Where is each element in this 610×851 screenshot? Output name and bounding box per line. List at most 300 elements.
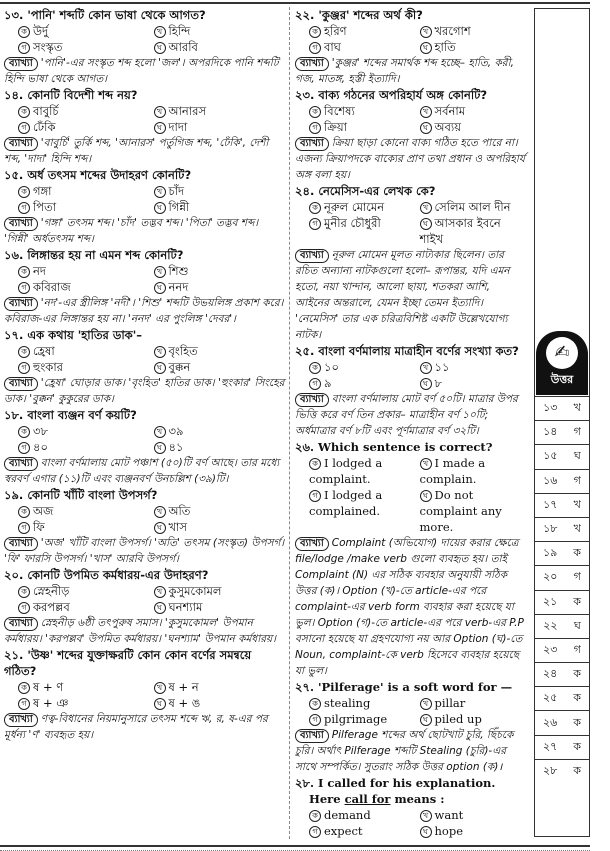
option[interactable] [309, 695, 416, 711]
option-marker: গ [18, 442, 30, 454]
option-marker: গ [18, 522, 30, 534]
question-stem: কোনটি বিদেশী শব্দ নয়? [27, 88, 138, 102]
option-text: I made a complain. [419, 456, 486, 486]
option-marker: ক [18, 266, 30, 278]
answer-question-number: ২৭ [542, 739, 558, 753]
explanation-badge: ব্যাখ্যা [4, 137, 38, 151]
option-text: অব্যয় [434, 120, 461, 134]
question-stem: নেমেসিস-এর লেখক কে? [318, 184, 436, 198]
option[interactable] [18, 423, 150, 439]
option-marker: ঘ [420, 42, 432, 54]
option-text: stealing [324, 696, 371, 710]
option-marker: খ [154, 426, 166, 438]
question-stem: কোনটি খাঁটি বাংলা উপসর্গ? [27, 488, 158, 502]
option-marker: ঘ [154, 42, 166, 54]
option[interactable] [420, 375, 527, 391]
option[interactable] [18, 279, 150, 295]
option-text: আনারস [168, 104, 207, 118]
explanation [4, 615, 285, 647]
question [4, 247, 285, 327]
options [4, 263, 285, 295]
option[interactable] [309, 375, 416, 391]
option-marker: গ [18, 202, 30, 214]
option-text: ঘনশ্যাম [168, 600, 203, 614]
explanation-badge: ব্যাখ্যা [4, 57, 38, 71]
explanation-badge: ব্যাখ্যা [295, 249, 329, 263]
option-text: ৩৮ [33, 424, 48, 438]
explanation-text: স্নেহনীড় ৬ষ্ঠী তৎপুরুষ সমাস। 'কুসুমকোমল' উপমান কর্মধারয়। 'করপল্লব' উপমিত কর্মধারয়। 'ঘনশ্যাম' উপমান কর্মধারয়। [4, 617, 276, 645]
explanation-badge: ব্যাখ্যা [295, 137, 329, 151]
option-text: দাদা [168, 120, 188, 134]
option-text: কুসুমকোমল [168, 584, 222, 598]
answer-key-row [535, 565, 589, 589]
option-marker: ক [18, 26, 30, 38]
options [295, 103, 526, 135]
answer-option: ক [573, 763, 581, 777]
option-marker: খ [420, 202, 432, 214]
option-marker: ঘ [154, 442, 166, 454]
option-text: বুক্কন [168, 360, 191, 374]
option[interactable] [309, 807, 416, 823]
answer-question-number: ২৪ [543, 667, 558, 681]
answer-key-row [535, 759, 589, 783]
answer-option: ক [573, 667, 581, 681]
explanation-text: 'হ্রেষা' ঘোড়ার ডাক। 'বৃংহিত' হাতির ডাক। 'হুংকার' সিংহের ডাক। 'বুক্কন' কুকুরের ডাক। [4, 377, 285, 405]
option[interactable] [18, 519, 150, 535]
explanation [4, 295, 285, 327]
explanation-badge: ব্যাখ্যা [295, 729, 329, 743]
question-text [295, 343, 526, 359]
option-marker: গ [18, 698, 30, 710]
option-marker: গ [18, 42, 30, 54]
options [295, 807, 526, 839]
option[interactable] [154, 39, 286, 55]
question [295, 183, 526, 343]
option[interactable] [420, 359, 527, 375]
explanation [4, 215, 285, 247]
explanation-text: ণত্ব-বিধানের নিয়মানুসারে তৎসম শব্দে ঋ, র, ষ-এর পর মূর্ধন্য 'ণ' ব্যবহৃত হয়। [4, 713, 268, 741]
question-number: ২৩. [295, 88, 315, 102]
question-number: ২৬. [295, 440, 314, 454]
question-number: ১৪. [4, 88, 24, 102]
option-marker: খ [154, 106, 166, 118]
option-marker: ক [18, 682, 30, 694]
option[interactable] [420, 487, 527, 535]
option[interactable] [309, 119, 416, 135]
option[interactable] [154, 103, 286, 119]
option[interactable] [309, 455, 416, 487]
question-stem: 'Pilferage' is a soft word for — [317, 680, 513, 694]
option-text: পিতা [33, 200, 57, 214]
option[interactable] [154, 679, 286, 695]
explanation-badge: ব্যাখ্যা [4, 457, 38, 471]
explanation-badge: ব্যাখ্যা [4, 217, 38, 231]
option-text: চাঁদ [168, 184, 185, 198]
question-stem: বাংলা বর্ণমালায় মাত্রাহীন বর্ণের সংখ্যা কত? [318, 344, 519, 358]
option-marker: ঘ [154, 122, 166, 134]
option-text: ৪০ [33, 440, 48, 454]
option-marker: গ [309, 122, 321, 134]
option-marker: খ [420, 698, 432, 710]
option[interactable] [154, 263, 286, 279]
option-text: ৪১ [168, 440, 184, 454]
answer-key-row [535, 493, 589, 517]
option[interactable] [154, 359, 286, 375]
question-number: ২৪. [295, 184, 315, 198]
option-marker: গ [309, 218, 321, 230]
question-number: ২৫. [295, 344, 315, 358]
option[interactable] [18, 263, 150, 279]
option-text: ঢেঁকি [33, 120, 56, 134]
question-text [4, 167, 285, 183]
explanation [295, 535, 526, 679]
question-text [4, 87, 285, 103]
option-text: সেলিম আল দীন [434, 200, 511, 214]
question [4, 167, 285, 247]
option[interactable] [18, 119, 150, 135]
option[interactable] [154, 695, 286, 711]
question [4, 567, 285, 647]
option-marker: গ [18, 122, 30, 134]
answer-key-row [535, 420, 589, 444]
explanation-text: বাংলা বর্ণমালায় মোট পঞ্চাশ (৫০)টি বর্ণ আছে। তার মধ্যে স্বরবর্ণ এগার (১১)টি এবং ব্যঞ্জনবর্ণ উনচল্লিশ (৩৯)টি। [4, 457, 280, 485]
option[interactable] [309, 823, 416, 839]
option[interactable] [309, 487, 416, 535]
option[interactable] [18, 359, 150, 375]
option-text: নদ [33, 264, 46, 278]
option-marker: ক [18, 106, 30, 118]
explanation-badge: ব্যাখ্যা [295, 393, 329, 407]
option[interactable] [420, 119, 527, 135]
question [295, 343, 526, 439]
option-text: ১১ [434, 360, 450, 374]
answer-key-row [535, 614, 589, 638]
question [295, 87, 526, 183]
option-marker: গ [309, 378, 321, 390]
explanation-text: 'নদ'-এর স্ত্রীলিঙ্গ 'নদী'। 'শিশু' শব্দটি উভয়লিঙ্গ প্রকাশ করে। কবিরাজ-এর লিঙ্গান্তর হয় না। 'ননদ' এর পুংলিঙ্গ 'দেবর'। [4, 297, 284, 325]
explanation-badge: ব্যাখ্যা [4, 537, 38, 551]
option-text: I lodged a complained. [309, 488, 383, 518]
options [4, 503, 285, 535]
option-marker: ক [18, 186, 30, 198]
option-marker: ঘ [154, 362, 166, 374]
answer-question-number: ২০ [543, 570, 558, 584]
answer-key-row [535, 735, 589, 759]
option[interactable] [18, 39, 150, 55]
option[interactable] [420, 455, 527, 487]
options [4, 423, 285, 455]
explanation [4, 455, 285, 487]
answer-option: খ [573, 497, 581, 511]
subtext-underlined: call for [344, 792, 391, 806]
pen-writing-icon: ✍ [546, 337, 578, 369]
option-marker: ঘ [154, 698, 166, 710]
answer-key-row [535, 590, 589, 614]
option[interactable] [18, 695, 150, 711]
question-stem: অর্ধ তৎসম শব্দের উদাহরণ কোনটি? [27, 168, 192, 182]
options [4, 23, 285, 55]
explanation-text: Pilferage শব্দের অর্থ ছোটখাট চুরি, ছিঁচকে চুরি। অর্থাৎ Pilferage শব্দটি Stealing (চুরি)-এর সাথে সম্পর্কিত। সুতরাং সঠিক উত্তর option (ক)। [295, 729, 514, 773]
option-text: ষ + ঙ [168, 696, 201, 710]
answer-question-number: ১৮ [543, 522, 558, 536]
option-text: হুংকার [33, 360, 63, 374]
question [4, 647, 285, 743]
explanation [295, 391, 526, 439]
option[interactable] [420, 199, 527, 215]
option[interactable] [420, 23, 527, 39]
question [295, 679, 526, 775]
answer-key-row [535, 469, 589, 493]
option[interactable] [154, 423, 286, 439]
option[interactable] [154, 519, 286, 535]
option[interactable] [420, 807, 527, 823]
option[interactable] [420, 823, 527, 839]
option-marker: ক [309, 810, 321, 822]
option[interactable] [18, 599, 150, 615]
options [295, 695, 526, 727]
question-text [295, 87, 526, 103]
answer-key-box [534, 8, 590, 837]
question [4, 7, 285, 87]
explanation-text: Complaint (অভিযোগ) দায়ের করার ক্ষেত্রে file/lodge /make verb গুলো ব্যবহৃত হয়। তাই Complaint (N) এর সঠিক ব্যবহার অনুযায়ী সঠিক উত্তর (ক)। Option (খ)-তে article-এর পরে complaint-এর verb form ব্যবহার করা হয়েছে যা ভুল। Option (গ)-তে article-এর পরে verb-এর P.P বসানো হয়েছে যা গ্রহণযোগ্য নয় আর Option (ঘ)-তে Noun, complaint-কে verb হিসেবে ব্যবহার হয়েছে যা ভুল। [295, 537, 524, 677]
option[interactable] [18, 583, 150, 599]
option[interactable] [154, 183, 286, 199]
option-text: pilgrimage [324, 712, 388, 726]
option[interactable] [309, 39, 416, 55]
option-text: শিশু [168, 264, 189, 278]
option[interactable] [309, 23, 416, 39]
option[interactable] [18, 343, 150, 359]
question-text [4, 7, 285, 23]
answer-option: খ [573, 401, 581, 415]
option[interactable] [154, 119, 286, 135]
option-text: স্নেহনীড় [33, 584, 70, 598]
question-stem: লিঙ্গান্তর হয় না এমন শব্দ কোনটি? [27, 248, 184, 262]
answer-question-number: ১৪ [543, 425, 558, 439]
option-marker: ক [18, 586, 30, 598]
option-text: ষ + ণ [33, 680, 64, 694]
option-text: কবিরাজ [33, 280, 71, 294]
question [4, 327, 285, 407]
option-text: করপল্লব [33, 600, 70, 614]
option-marker: খ [154, 266, 166, 278]
options [4, 679, 285, 711]
option-marker: গ [309, 714, 321, 726]
option[interactable] [309, 199, 416, 215]
option-marker: ক [309, 202, 321, 214]
option-text: ফি [33, 520, 45, 534]
explanation-text: 'বাবুর্চি' তুর্কি শব্দ, 'আনারস' পর্তুগিজ শব্দ, 'ঢেঁকি', দেশী শব্দ, 'দাদা' হিন্দি শব্দ। [4, 137, 269, 165]
answer-key-list [535, 396, 589, 783]
options [4, 583, 285, 615]
subtext-c: means : [390, 792, 445, 806]
option[interactable] [154, 599, 286, 615]
option[interactable] [154, 343, 286, 359]
explanation-text: 'অজ' খাঁটি বাংলা উপসর্গ। 'অতি' তৎসম (সংস্কৃত) উপসর্গ। 'ফি' ফারসি উপসর্গ। 'খাস' আরবি উপসর্গ। [4, 537, 285, 565]
question-text [295, 775, 526, 791]
option[interactable] [154, 23, 286, 39]
option-text: hope [434, 824, 463, 838]
option[interactable] [18, 103, 150, 119]
question-number: ২০. [4, 568, 24, 582]
option-marker: ক [18, 346, 30, 358]
option-marker: গ [18, 362, 30, 374]
question-stem: I called for his explanation. [317, 776, 496, 790]
answer-key-row [535, 662, 589, 686]
option-text: হরিণ [324, 24, 347, 38]
option-marker: ঘ [154, 202, 166, 214]
option-marker: খ [154, 586, 166, 598]
option-marker: ঘ [420, 378, 432, 390]
bottom-rule [0, 845, 590, 851]
question-stem: 'পানি' শব্দটি কোন ভাষা থেকে আগত? [27, 8, 206, 22]
option-marker: ক [309, 698, 321, 710]
option-text: অতি [168, 504, 191, 518]
question-stem: এক কথায় 'হাতির ডাক'– [27, 328, 142, 342]
explanation [4, 375, 285, 407]
explanation-text: বাংলা বর্ণমালায় মোট বর্ণ ৫০টি। মাত্রার উপর ভিত্তি করে বর্ণ তিন প্রকার– মাত্রাহীন বর্ণ ১০টি; অর্ধমাত্রার বর্ণ ৮টি এবং পূর্ণমাত্রার বর্ণ ৩২টি। [295, 393, 518, 437]
option-marker: ক [18, 426, 30, 438]
option-text: খাস [168, 520, 187, 534]
option-text: বাঘ [324, 40, 341, 54]
option-text: গিন্নী [168, 200, 190, 214]
option-text: হিন্দি [168, 24, 191, 38]
option-text: অজ [33, 504, 54, 518]
option[interactable] [154, 439, 286, 455]
options [295, 455, 526, 535]
option[interactable] [154, 199, 286, 215]
options [4, 183, 285, 215]
answer-question-number: ১৯ [543, 546, 558, 560]
answer-option: গ [573, 473, 581, 487]
left-column [0, 7, 290, 839]
option-text: আসকার ইবনে শাইখ [419, 216, 501, 246]
option-text: নূরুল মোমেন [324, 200, 385, 214]
question-text [4, 567, 285, 583]
option-marker: গ [309, 826, 321, 838]
question-subtext [295, 791, 526, 807]
option-marker: গ [309, 42, 321, 54]
question-text [4, 487, 285, 503]
option-marker: ক [309, 362, 321, 374]
option[interactable] [309, 359, 416, 375]
question-stem: বাক্য গঠনের অপরিহার্য অঙ্গ কোনটি? [318, 88, 488, 102]
option[interactable] [309, 711, 416, 727]
answer-question-number: ১৭ [543, 497, 558, 511]
question-text [4, 327, 285, 343]
option[interactable] [154, 279, 286, 295]
option-marker: ঘ [154, 522, 166, 534]
question [295, 439, 526, 679]
answer-key-row [535, 541, 589, 565]
answer-option: গ [573, 425, 581, 439]
option-marker: খ [420, 362, 432, 374]
option[interactable] [420, 711, 527, 727]
option-text: মুনীর চৌধুরী [324, 216, 381, 230]
option-text: demand [324, 808, 371, 822]
explanation-text: নূরুল মোমেন মূলত নাট্যকার ছিলেন। তার রচিত অন্যান্য নাটকগুলো হলো– রূপান্তর, যদি এমন হতো, নয়া খান্দান, আলো ছায়া, শতকরা আশি, আইনের অন্তরালে, যেমন ইচ্ছা তেমন ইত্যাদি। 'নেমেসিস' তার এক চরিত্রবিশিষ্ট একটি উল্লেখযোগ্য নাটক। [295, 249, 510, 341]
option-marker: গ [18, 282, 30, 294]
option[interactable] [18, 439, 150, 455]
explanation [4, 135, 285, 167]
option-marker: খ [420, 106, 432, 118]
option-text: আরবি [168, 40, 198, 54]
option[interactable] [420, 215, 527, 247]
question-number: ২২. [295, 8, 315, 22]
options [295, 359, 526, 391]
answer-option: ক [573, 715, 581, 729]
answer-option: খ [573, 522, 581, 536]
option-text: expect [324, 824, 363, 838]
option-marker: ক [18, 506, 30, 518]
option[interactable] [18, 199, 150, 215]
option-marker: ঘ [420, 826, 432, 838]
option[interactable] [18, 679, 150, 695]
option[interactable] [154, 583, 286, 599]
option[interactable] [309, 103, 416, 119]
option-text: খরগোশ [434, 24, 471, 38]
question-number: ১৯. [4, 488, 24, 502]
option[interactable] [420, 103, 527, 119]
question-stem: 'কুঞ্জর' শব্দের অর্থ কী? [318, 8, 423, 22]
option-text: I lodged a complaint. [309, 456, 383, 486]
answer-option: ঘ [573, 449, 581, 463]
options [4, 103, 285, 135]
answer-option: ক [573, 594, 581, 608]
option-marker: ঘ [154, 602, 166, 614]
option[interactable] [18, 503, 150, 519]
option-marker: ক [309, 106, 321, 118]
answer-option: গ [573, 570, 581, 584]
answer-option: ক [573, 739, 581, 753]
answer-key-row [535, 517, 589, 541]
question-text [4, 247, 285, 263]
question-text [295, 7, 526, 23]
explanation-badge: ব্যাখ্যা [4, 377, 38, 391]
option-marker: ঘ [154, 282, 166, 294]
answer-question-number: ২৩ [543, 642, 558, 656]
option[interactable] [420, 695, 527, 711]
option[interactable] [309, 215, 416, 247]
option[interactable] [154, 503, 286, 519]
answer-question-number: ২৬ [542, 715, 558, 729]
option-text: ননদ [168, 280, 189, 294]
answer-option: ঘ [573, 618, 581, 632]
explanation [295, 135, 526, 183]
explanation [295, 247, 526, 343]
answer-key-row [535, 444, 589, 468]
subtext-a: Here [309, 792, 345, 806]
question-number: ২৮. [295, 776, 314, 790]
answer-question-number: ১৬ [543, 473, 558, 487]
option[interactable] [18, 23, 150, 39]
explanation-badge: ব্যাখ্যা [295, 537, 329, 551]
option-text: ৩৯ [168, 424, 184, 438]
option-text: pillar [434, 696, 466, 710]
answer-key-label: উত্তর [550, 373, 574, 386]
option-marker: খ [154, 506, 166, 518]
option-marker: খ [154, 26, 166, 38]
option-marker: ঘ [420, 490, 432, 502]
question-text [4, 647, 285, 679]
option-text: ৯ [324, 376, 332, 390]
option[interactable] [18, 183, 150, 199]
question-number: ১৮. [4, 408, 24, 422]
answer-option: ক [573, 691, 581, 705]
option[interactable] [420, 39, 527, 55]
answer-question-number: ১৩ [543, 401, 558, 415]
option-text: হাতি [434, 40, 456, 54]
